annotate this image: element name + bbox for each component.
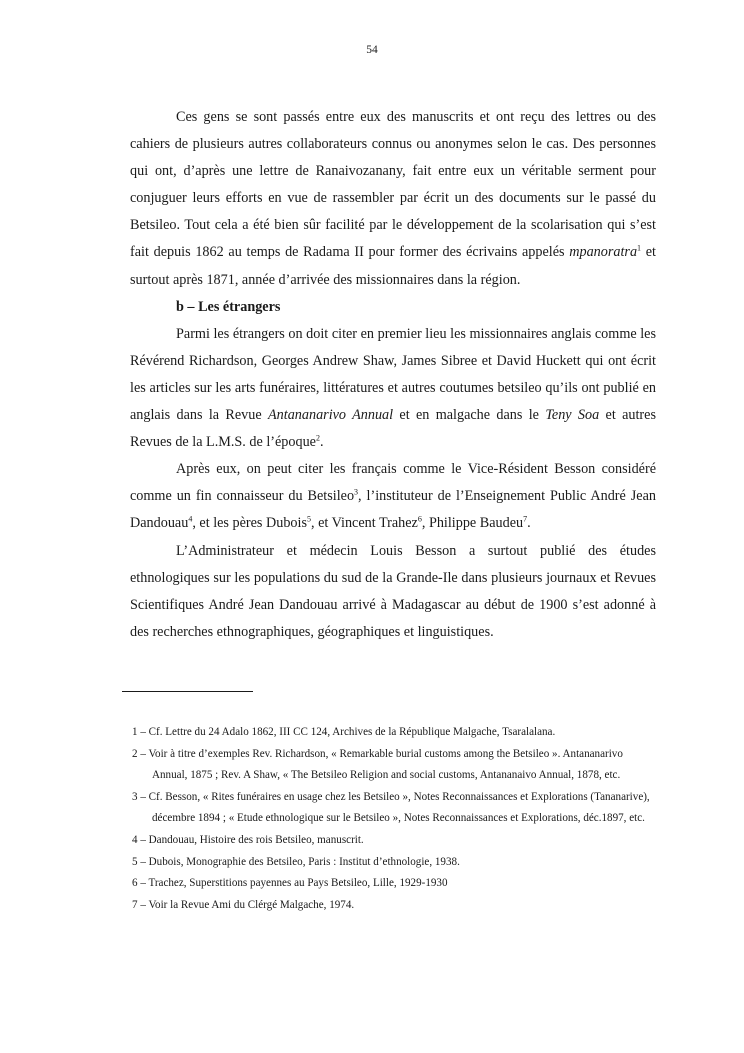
paragraph-missionaries: Parmi les étrangers on doit citer en premier lieu les missionnaires anglais comme les Révérend Richardson, Georges Andrew Shaw, James Sibree et David Huckett qui ont écrit les articles sur les arts funéraires, littératures et autres coutumes betsileo qu’ils ont publié en anglais dans la Revue Antananarivo Annual et en malgache dans le Teny Soa et autres Revues de la L.M.S. de l’époque$^2$.	[130, 325, 656, 451]
title-antananarivo-annual: Antananarivo Annual	[268, 407, 394, 424]
footnote-ref-5: 5	[306, 514, 311, 524]
section-heading: b – Les étrangers	[176, 298, 281, 315]
term-mpanoratra: mpanoratra	[569, 244, 638, 261]
title-teny-soa: Teny Soa	[545, 407, 600, 424]
footnote-item: 7 – Voir la Revue Ami du Clérgé Malgache, 1974.	[132, 898, 355, 911]
footnote-ref-1: 1	[637, 243, 642, 253]
footnote-item: 5 – Dubois, Monographie des Betsileo, Paris : Institut d’ethnologie, 1938.	[132, 855, 460, 868]
paragraph-manuscripts: Ces gens se sont passés entre eux des manuscrits et ont reçu des lettres ou des cahiers de plusieurs autres collaborateurs connus ou anonymes selon le cas. Des personnes qui ont, d’après une lettre de Ranaivozanany, fait entre eux un véritable serment pour conjuguer leurs efforts en vue de rassembler par écrit un des documents sur le passé du Betsileo. Tout cela a été bien sûr facilité par le développement de la scolarisation qui s’est fait depuis 1862 au temps de Radama II pour former des écrivains appelés mpanoratra$^1$ et surtout après 1871, année d’arrivée des missionnaires dans la région.	[130, 109, 656, 288]
footnote-item: 2 – Voir à titre d’exemples Rev. Richardson, « Remarkable burial customs among the Betsileo ». Antananarivo Annual, 1875 ; Rev. A Shaw, « The Betsileo Religion and social customs, Antananaivo Annual, 1878, etc.	[132, 747, 623, 782]
footnotes	[132, 722, 672, 916]
footnote-ref-3: 3	[354, 487, 359, 497]
paragraph-besson-dandouau: L’Administrateur et médecin Louis Besson a surtout publié des études ethnologiques sur les populations du sud de la Grande-Ile dans plusieurs journaux et Revues Scientifiques André Jean Dandouau arrivé à Madagascar au début de 1900 s’est adonné à des recherches ethnographiques, géographiques et linguistiques.	[130, 542, 656, 640]
footnote-item: 3 – Cf. Besson, « Rites funéraires en usage chez les Betsileo », Notes Reconnaissances et Explorations (Tananarive), décembre 1894 ; « Etude ethnologique sur le Betsileo », Notes Reconnaissances et Explorations, déc.1897, etc.	[132, 790, 650, 825]
footnote-ref-4: 4	[188, 514, 193, 524]
footnote-ref-6: 6	[417, 514, 422, 524]
footnote-item: 1 – Cf. Lettre du 24 Adalo 1862, III CC 124, Archives de la République Malgache, Tsaralalana.	[132, 726, 556, 738]
footnote-separator	[122, 691, 253, 692]
body-text	[130, 104, 656, 646]
footnote-ref-2: 2	[315, 433, 320, 443]
footnote-item: 6 – Trachez, Superstitions payennes au Pays Betsileo, Lille, 1929-1930	[132, 877, 448, 890]
footnote-item: 4 – Dandouau, Histoire des rois Betsileo, manuscrit.	[132, 833, 364, 846]
page-number: 54	[366, 44, 378, 56]
paragraph-french-authors: Après eux, on peut citer les français comme le Vice-Résident Besson considéré comme un fin connaisseur du Betsileo$^3$, l’instituteur de l’Enseignement Public André Jean Dandouau$^4$, et les pères Dubois$^5$, et Vincent Trahez$^6$, Philippe Baudeu$^7$.	[130, 461, 656, 532]
footnote-ref-7: 7	[523, 514, 528, 524]
